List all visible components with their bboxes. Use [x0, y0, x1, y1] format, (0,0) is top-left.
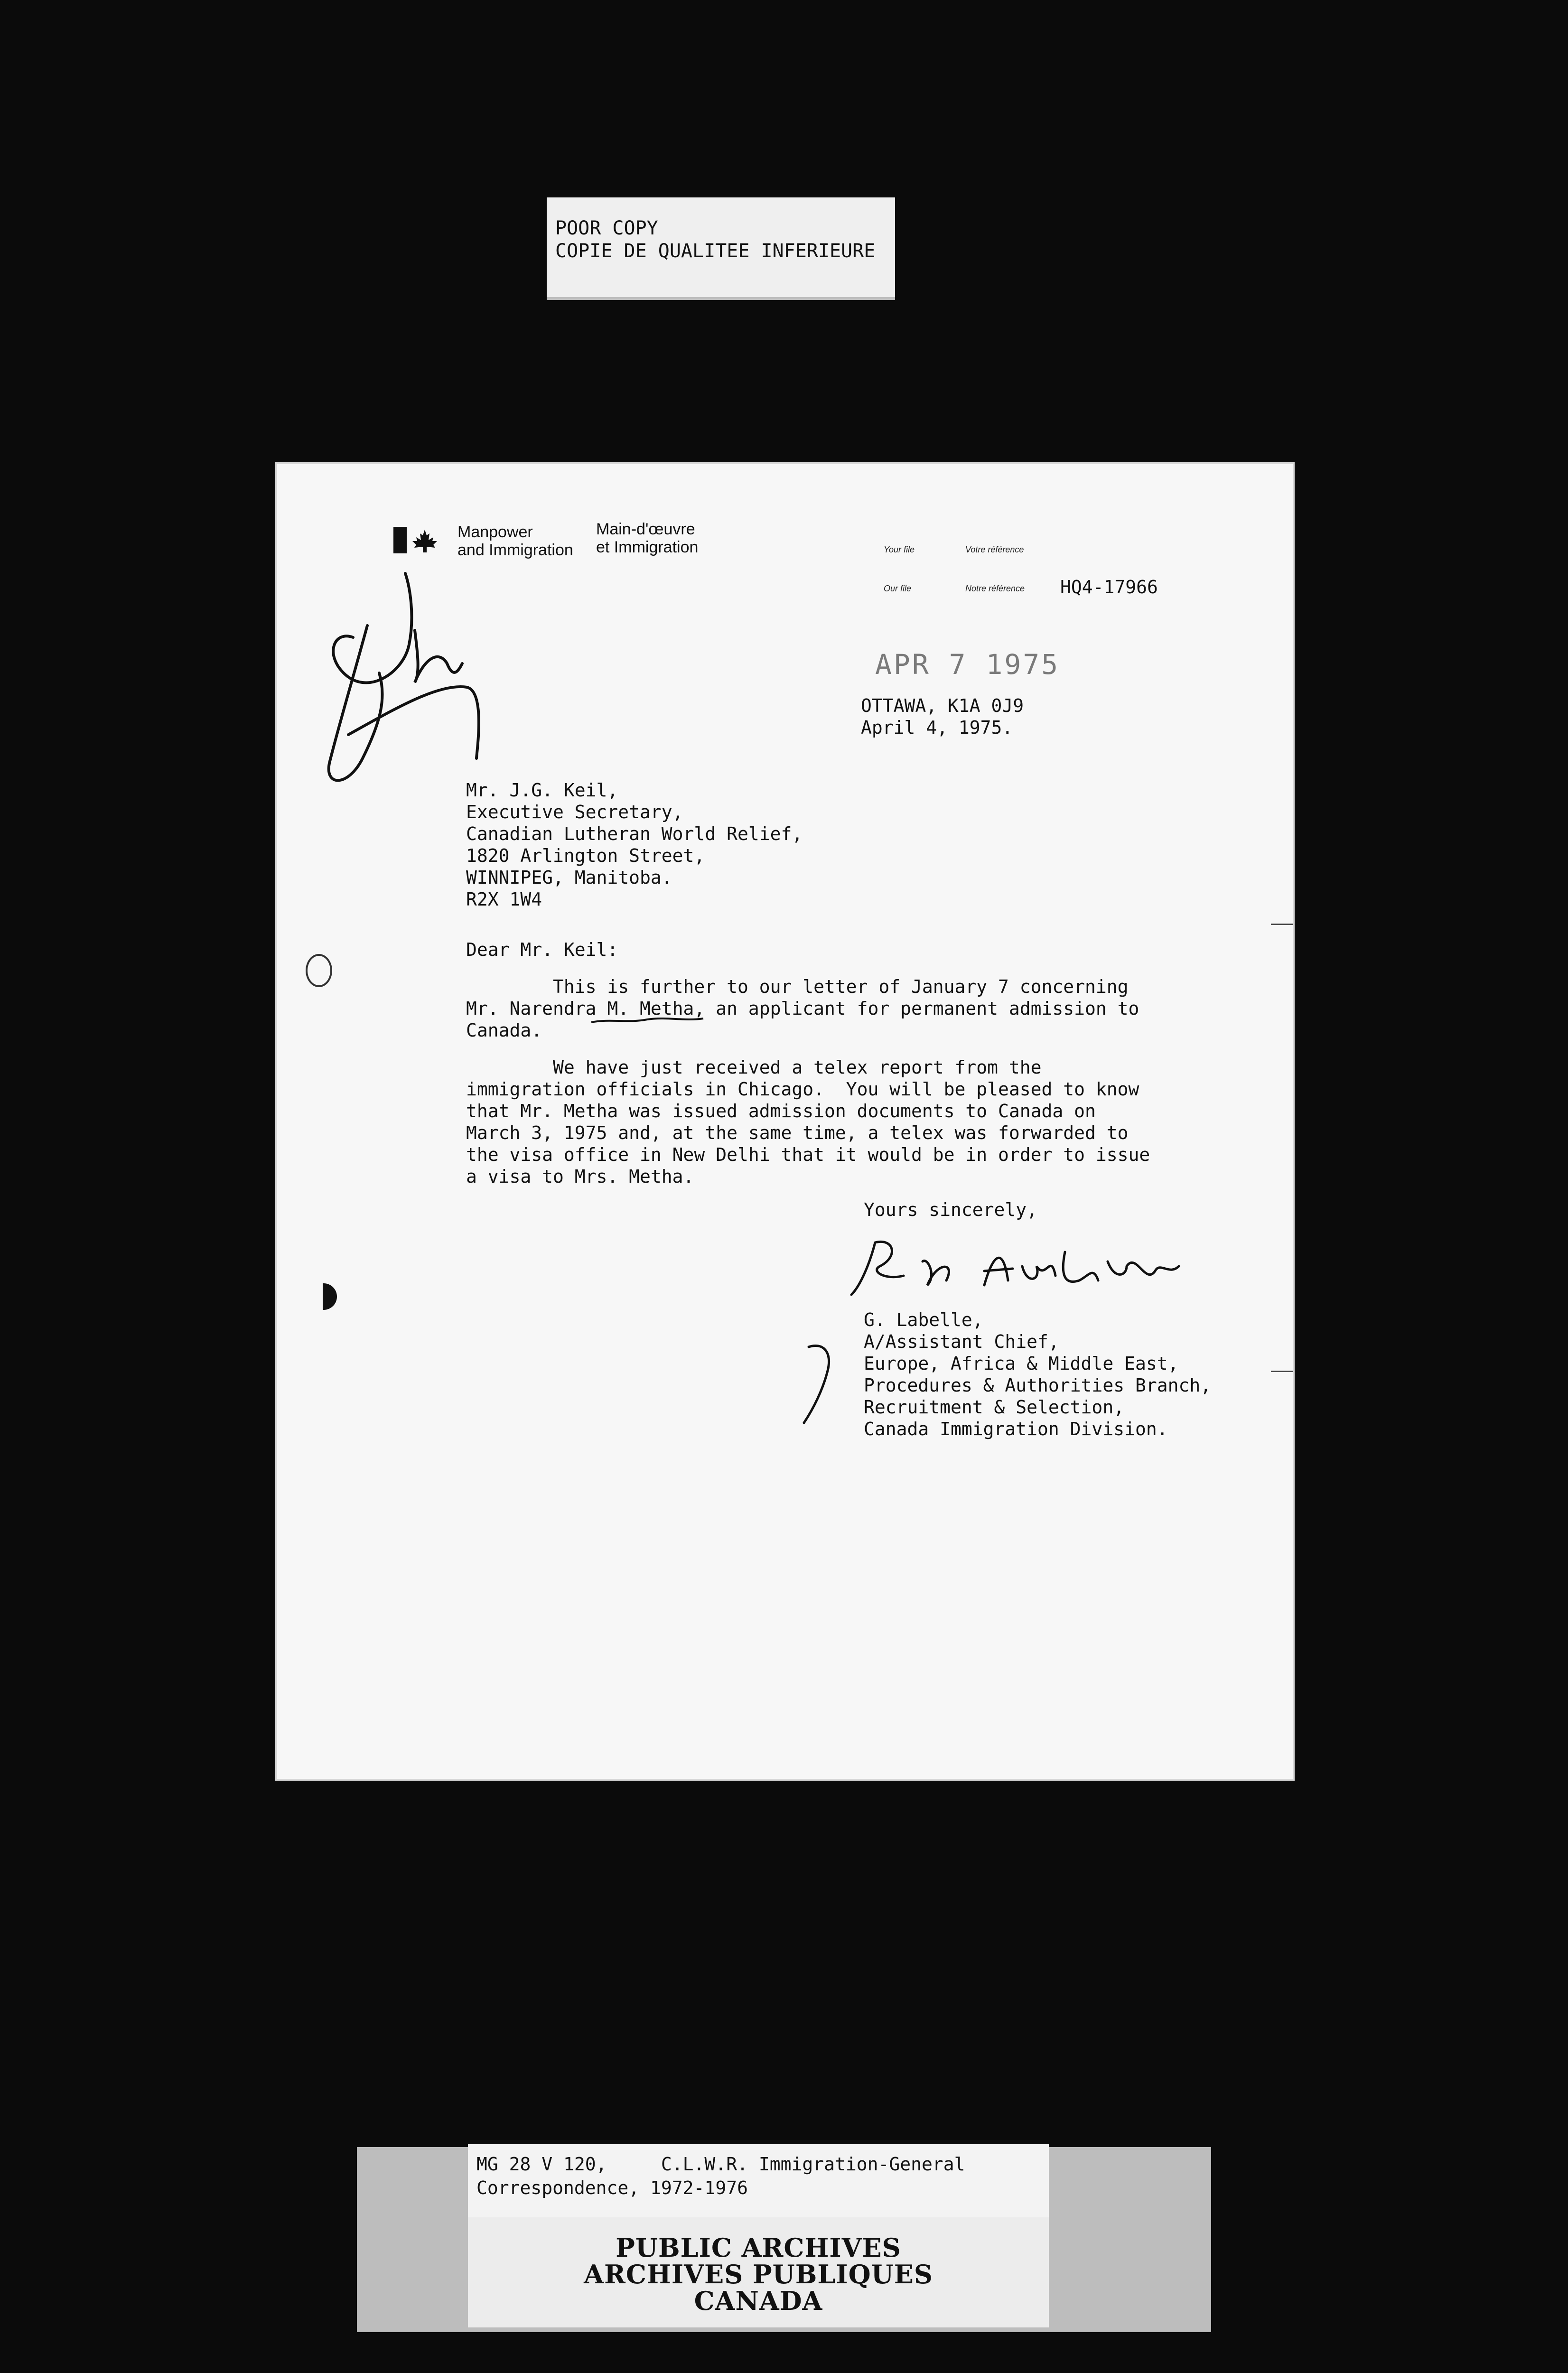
handwritten-underline: [590, 1015, 704, 1026]
handwritten-mark: [799, 1342, 856, 1428]
signatory-section: Recruitment & Selection,: [864, 1397, 1125, 1418]
recipient-city: WINNIPEG, Manitoba.: [466, 867, 672, 888]
body-line: that Mr. Metha was issued admission documents to Canada on: [466, 1101, 1096, 1121]
recipient-postal: R2X 1W4: [466, 889, 542, 910]
letter-date: April 4, 1975.: [861, 717, 1013, 738]
poor-copy-slip: [547, 197, 895, 300]
body-line: March 3, 1975 and, at the same time, a telex was forwarded to: [466, 1122, 1129, 1143]
punch-hole: [323, 1283, 337, 1310]
poor-copy-label-fr: COPIE DE QUALITEE INFERIEURE: [555, 240, 876, 262]
body-line: immigration officials in Chicago. You will be pleased to know: [466, 1079, 1139, 1100]
received-date-stamp: APR 7 1975: [875, 648, 1060, 681]
archive-stamp: [468, 2217, 1049, 2327]
signatory-branch: Procedures & Authorities Branch,: [864, 1375, 1212, 1396]
dept-fr-line2: et Immigration: [596, 538, 699, 556]
dept-en-line1: Manpower: [457, 523, 533, 541]
signatory-title: A/Assistant Chief,: [864, 1331, 1059, 1352]
file-number: HQ4-17966: [1060, 577, 1158, 598]
handwritten-signature: [842, 1233, 1184, 1299]
signatory-name: G. Labelle,: [864, 1309, 983, 1330]
handwritten-initials: [296, 554, 486, 806]
recipient-title: Executive Secretary,: [466, 802, 683, 822]
margin-mark: [1271, 1371, 1293, 1372]
archive-stamp-line: PUBLIC ARCHIVES: [616, 2233, 901, 2263]
closing: Yours sincerely,: [864, 1199, 1038, 1220]
dept-fr-line1: Main-d'œuvre: [596, 520, 695, 538]
margin-mark: [1271, 924, 1293, 925]
archive-stamp-line: CANADA: [694, 2286, 823, 2316]
poor-copy-label: POOR COPY: [555, 217, 658, 239]
our-file-label-fr: Notre référence: [965, 584, 1025, 593]
department-name-fr: [596, 520, 698, 556]
recipient-name: Mr. J.G. Keil,: [466, 780, 618, 801]
punch-hole: [306, 954, 332, 987]
canada-flag-icon: [393, 526, 446, 554]
letter-sheet: [277, 464, 1293, 1779]
citation-line: MG 28 V 120, C.L.W.R. Immigration-General: [476, 2154, 965, 2175]
department-name-en: [457, 523, 573, 559]
body-line: Canada.: [466, 1020, 542, 1041]
your-file-label: Your file: [884, 545, 915, 554]
archive-stamp-line: ARCHIVES PUBLIQUES: [584, 2259, 933, 2289]
letter-city: OTTAWA, K1A 0J9: [861, 695, 1024, 716]
body-line: Mr. Narendra M. Metha, an applicant for permanent admission to: [466, 998, 1139, 1019]
salutation: Dear Mr. Keil:: [466, 939, 618, 960]
body-line: a visa to Mrs. Metha.: [466, 1166, 694, 1187]
body-line: This is further to our letter of January 7 concerning: [466, 976, 1129, 997]
our-file-label: Our file: [884, 584, 912, 593]
body-line: the visa office in New Delhi that it would be in order to issue: [466, 1144, 1150, 1165]
citation-line: Correspondence, 1972-1976: [476, 2177, 748, 2198]
your-file-label-fr: Votre référence: [965, 545, 1024, 554]
body-line: We have just received a telex report from the: [466, 1057, 1042, 1078]
signatory-division: Canada Immigration Division.: [864, 1419, 1168, 1439]
archive-citation: [468, 2144, 1049, 2217]
recipient-street: 1820 Arlington Street,: [466, 845, 705, 866]
recipient-organization: Canadian Lutheran World Relief,: [466, 823, 803, 844]
signatory-region: Europe, Africa & Middle East,: [864, 1353, 1179, 1374]
dept-en-line2: and Immigration: [457, 541, 573, 559]
